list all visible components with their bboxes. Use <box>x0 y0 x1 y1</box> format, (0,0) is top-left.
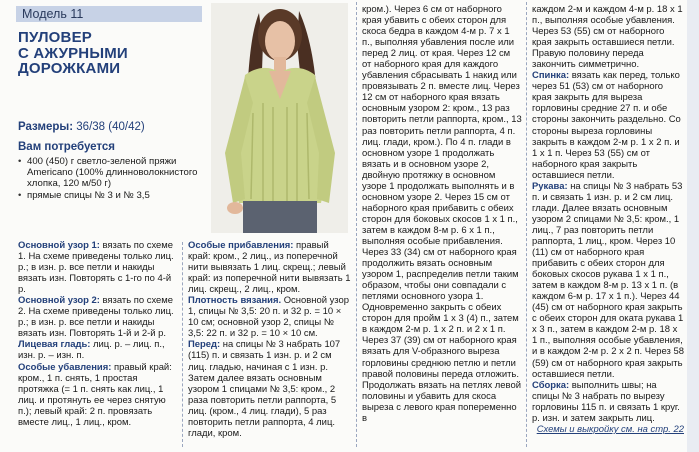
paragraph <box>188 339 352 438</box>
paragraph <box>532 181 684 380</box>
section-text: правый край: кром., 1 п. снять, 1 простая протяжка (= 1 п. снять как лиц., 1 лиц. и протянуть ее через снятую п.); левый край: 2 п. провязать вместе лиц., 1 лиц., кром. <box>18 361 172 428</box>
paragraph: кром.). Через 6 см от наборного края убавить с обеих сторон для скоса бедра в каждом 4-м р. 7 х 1 п., выполняя убавления после или перед 2 лиц. от края. Через 12 см от наборного края для каждого убавления сбрасывать 1 накид или провязывать 2 п. вместе лиц. Через 12 см от наборного края вязать основным узором 2: кром., 13 раз повторить петли раппорта, кром., 13 раз повторить петли раппорта, 4 п. лиц. глади, кром.). По 4 п. глади в основном узоре 1 продолжать вязать и в основном узоре 2, двойную протяжку в основном узоре 1 продолжать выполнять и в основном узоре 2. Через 15 см от наборного края прибавить с обеих сторон для боковых скосов 1 х 1 п., затем в каждом 8-м р. 6 х 1 п., выполняя особые прибавления. Через 33 (34) см от наборного края продолжить вязать основным узором 1, распределив петли таким образом, чтобы они совпадали с петлями основного узора 1. Одновременно закрыть с обеих сторон для пройм 1 х 3 (4) п., затем в каждом 2-м р. 1 х 2 п. и 2 х 1 п. Через 37 (39) см от наборного края вязать для V-образного выреза горловины среднюю петлю и петли правой половины переда отложить. Продолжать вязать на петлях левой половины и убавить для скоса выреза с левого края попеременно в <box>362 4 522 424</box>
section-text: на спицы № 3 набрать 107 (115) п. и связать 1 изн. р. и 2 см лиц. гладью, начиная с 1 изн. р. Затем далее вязать основным узором 1 спицами № 3,5: кром., 2 раза повторить петли раппорта, 5 лиц. (кром., 4 лиц. глади), 5 раз повторить петли раппорта, 4 лиц. глади, кром. <box>188 339 341 439</box>
section-heading: Рукава: <box>532 180 568 192</box>
paragraph <box>532 70 684 180</box>
section-heading: Плотность вязания. <box>188 295 282 307</box>
model-photo <box>211 3 348 233</box>
sizes <box>18 121 208 133</box>
section-heading: Перед: <box>188 339 221 351</box>
paragraph <box>188 240 352 295</box>
section-text: лиц. р. – лиц. п., изн. р. – изн. п. <box>18 339 165 362</box>
materials-list <box>18 156 208 201</box>
section-heading: Основной узор 2: <box>18 295 100 307</box>
schemes-reference: Схемы и выкройку см. на стр. 22 <box>536 423 684 435</box>
section-text: на спицы № 3 набрать 53 п. и связать 1 изн. р. и 2 см лиц. глади. Далее вязать основным узором 2 спицами № 3,5: кром., 1 лиц., 7 раз повторить петли раппорта, 1 лиц., кром. Через 10 (11) см от наборного края прибавить с обеих сторон для боковых скосов рукава 1 х 1 п., затем в каждом 8-м р. 13 х 1 п. (в каждом 6-м р. 17 х 1 п.). Через 44 (45) см от наборного края закрыть с обеих сторон для оката рукава 1 х 3 п., затем в каждом 2-м р. 18 х 1 п., выполняя особые убавления, и в каждом 2-м р. 2 х 2 п. Через 58 (59) см от наборного края закрыть оставшиеся петли. <box>532 180 684 380</box>
text-column-4 <box>532 4 684 435</box>
material-item: • 400 (450) г светло-зеленой пряжи Americano (100% длинноволокнистого хлопка, 120 м/50 г) <box>18 156 208 190</box>
section-text: правый край: кром., 2 лиц., из поперечной нити вывязать 1 лиц. скрещ.; левый край: из поперечной нити вывязать 1 лиц. скрещ., 2 лиц., кром. <box>188 240 351 296</box>
paragraph: каждом 2-м и каждом 4-м р. 18 х 1 п., выполняя особые убавления. Через 53 (55) см от наборного края закрыть оставшиеся петли. Правую половину переда закончить симметрично. <box>532 4 683 71</box>
pattern-title <box>18 30 208 77</box>
section-text: выполнить швы; на спицы № 3 набрать по вырезу горловины 115 п. и связать 1 круг. р. изн. и затем закрыть лиц. <box>532 379 680 424</box>
column-divider <box>182 242 183 447</box>
title-line: С АЖУРНЫМИ <box>18 44 128 62</box>
paragraph <box>18 362 178 428</box>
material-item: • прямые спицы № 3 и № 3,5 <box>18 190 208 201</box>
paragraph <box>18 339 178 361</box>
section-text: вязать по схеме 2. На схеме приведены только лиц. р.; в изн. р. все петли и накиды вязать изн. Повторять 1-й и 2-й р. <box>18 295 174 340</box>
text-column-1 <box>18 240 178 428</box>
paragraph <box>188 295 352 339</box>
paragraph <box>532 380 684 424</box>
materials-heading: Вам потребуется <box>18 141 116 153</box>
sweater-photo-illustration <box>211 3 348 233</box>
section-heading: Особые прибавления: <box>188 240 294 251</box>
section-text: вязать как перед, только через 51 (53) см от наборного края закрыть для выреза горловины средние 27 п. и обе стороны закончить раздельно. Со стороны выреза горловины закрыть в каждом 2-м р. 1 х 2 п. и 1 х 1 п. Через 53 (55) см от наборного края закрыть оставшиеся петли. <box>532 70 681 181</box>
section-heading: Сборка: <box>532 379 570 391</box>
sizes-label: Размеры: <box>18 121 74 133</box>
title-line: ДОРОЖКАМИ <box>18 60 121 77</box>
page-edge <box>687 0 699 452</box>
section-heading: Основной узор 1: <box>18 240 100 251</box>
section-heading: Лицевая гладь: <box>18 339 91 351</box>
paragraph <box>18 240 178 295</box>
paragraph <box>18 295 178 339</box>
text-column-3 <box>362 4 522 424</box>
text-column-2 <box>188 240 352 439</box>
section-heading: Спинка: <box>532 70 570 82</box>
section-text: Основной узор 1, спицы № 3,5: 20 п. и 32 р. = 10 × 10 см; основной узор 2, спицы № 3,5: 22 п. и 32 р. = 10 × 10 см. <box>188 295 350 340</box>
model-label: Модель 11 <box>16 6 202 22</box>
column-divider <box>526 2 527 447</box>
column-divider <box>356 2 357 447</box>
section-heading: Особые убавления: <box>18 361 112 373</box>
title-line: ПУЛОВЕР <box>18 29 92 46</box>
section-text: вязать по схеме 1. На схеме приведены только лиц. р.; в изн. р. все петли и накиды вязать изн. Повторять с 1-го по 4-й р. <box>18 240 174 296</box>
sizes-value: 36/38 (40/42) <box>76 121 145 133</box>
